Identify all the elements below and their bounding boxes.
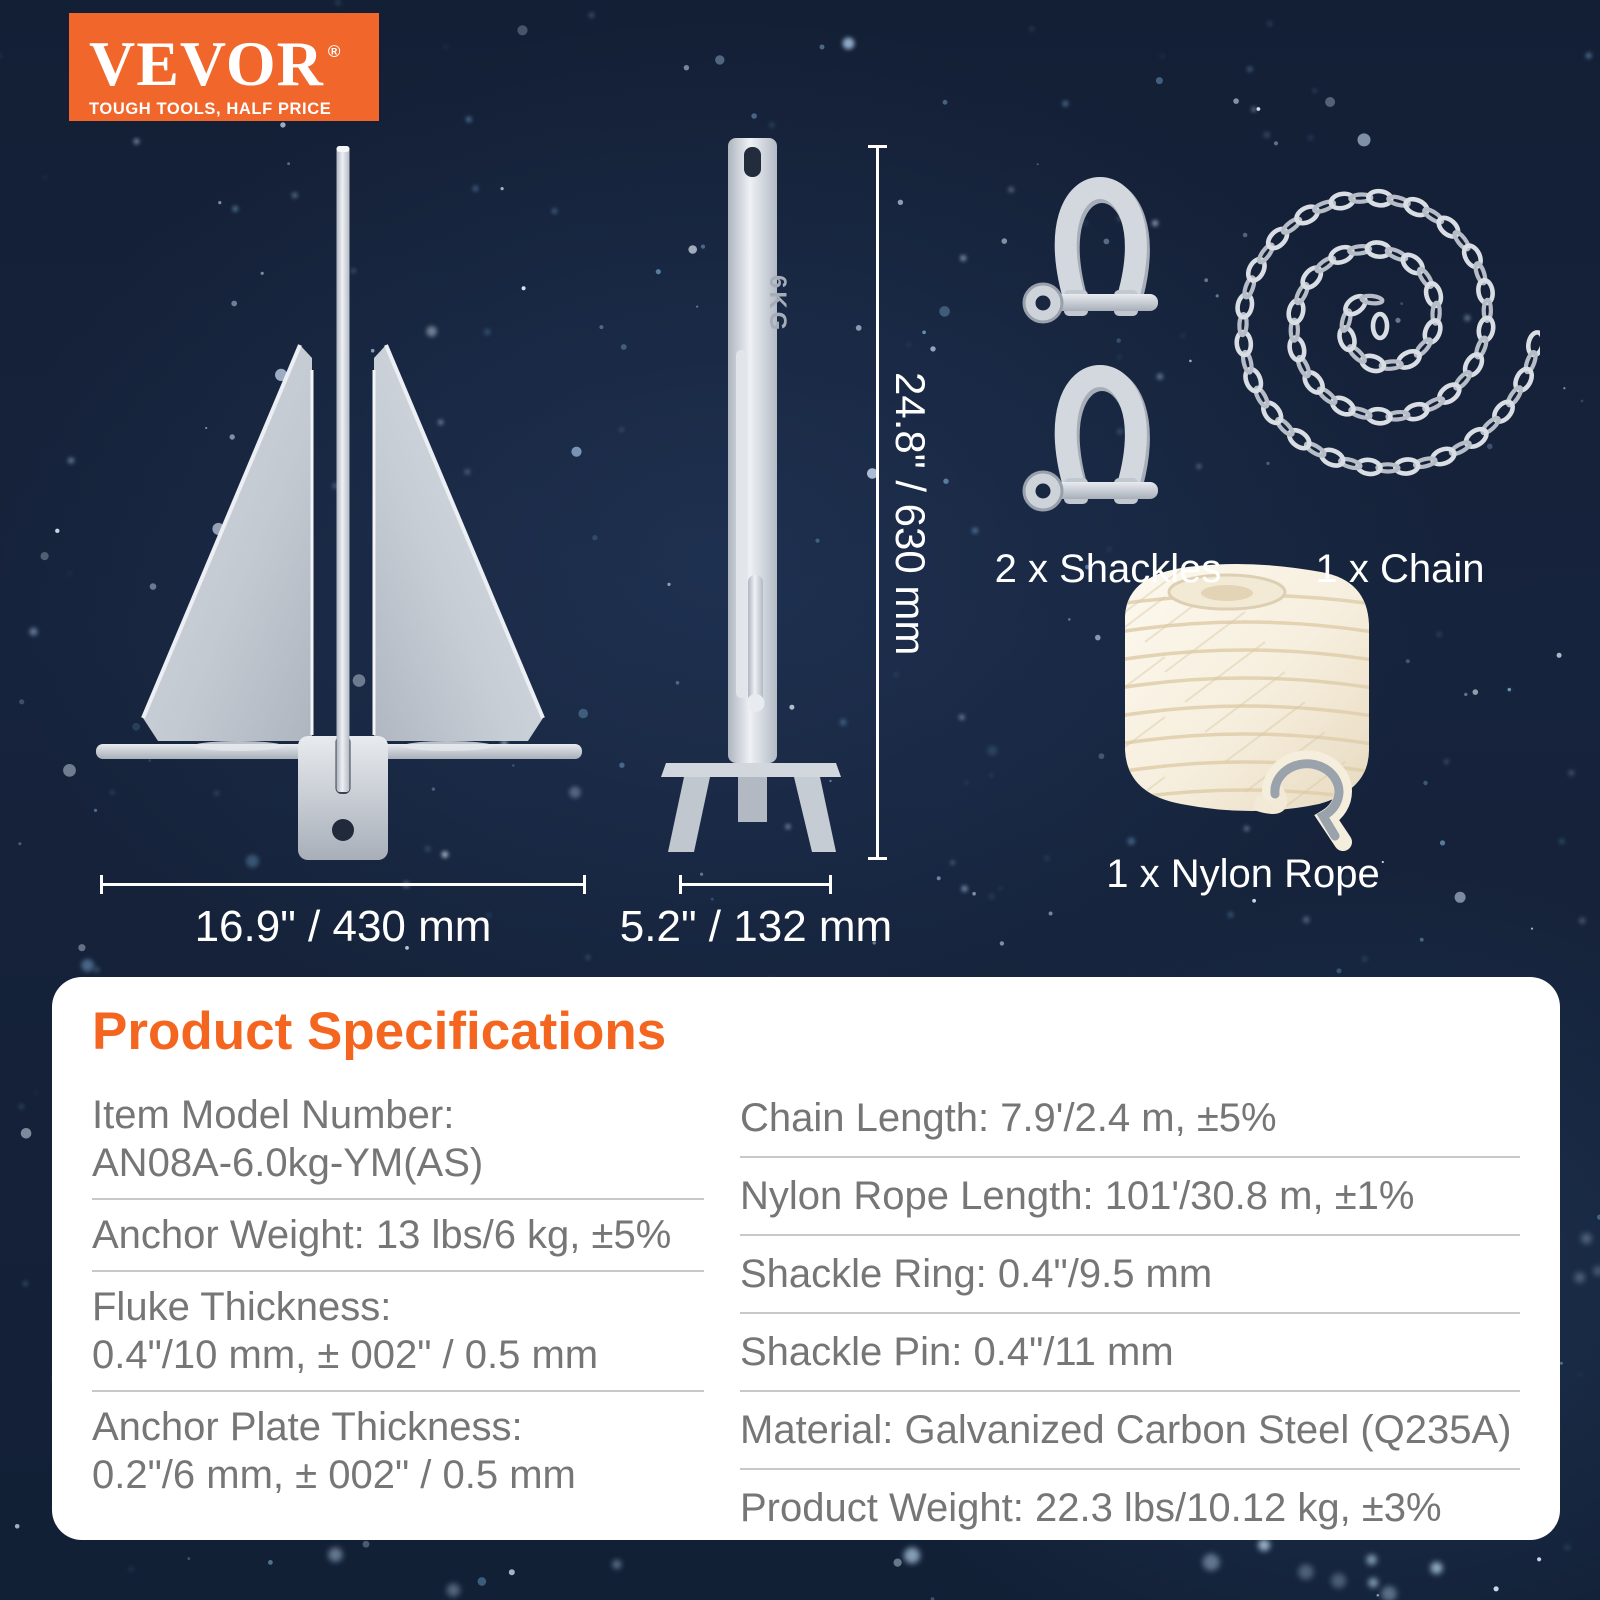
shackle-top [1024,188,1158,322]
base-width-dimension-line [679,883,832,886]
anchor-base-plate [661,763,841,777]
brand-name: VEVOR ® [89,28,342,99]
spec-anchor-plate-thickness: Anchor Plate Thickness: 0.2"/6 mm, ± 002" / 0.5 mm [92,1405,576,1497]
base-width-dimension-label: 5.2" / 132 mm [619,902,893,951]
height-dimension-line [876,145,879,860]
spec-material: Material: Galvanized Carbon Steel (Q235A) [740,1408,1512,1452]
anchor-side-view-image [648,135,848,860]
spec-column-left [92,1080,704,1546]
spec-nylon-rope-length: Nylon Rope Length: 101'/30.8 m, ±1% [740,1174,1415,1218]
panel-title: Product Specifications [92,1002,667,1061]
spec-fluke-thickness: Fluke Thickness: 0.4"/10 mm, ± 002" / 0.5 mm [92,1285,599,1377]
spec-anchor-weight: Anchor Weight: 13 lbs/6 kg, ±5% [92,1213,672,1257]
anchor-right-fluke [374,345,543,741]
anchor-front-view-image [88,140,588,865]
width-dimension-label: 16.9" / 430 mm [194,902,492,951]
spec-column-right [740,1080,1520,1546]
brand-logo [69,13,379,121]
shackle-bottom [1024,376,1158,510]
spec-chain-length: Chain Length: 7.9'/2.4 m, ±5% [740,1096,1277,1140]
spec-item-model: Item Model Number: AN08A-6.0kg-YM(AS) [92,1093,484,1185]
spec-shackle-pin: Shackle Pin: 0.4"/11 mm [740,1330,1174,1374]
nylon-rope-image [1105,552,1395,852]
width-dimension-line [100,883,586,886]
anchor-shackle-slot-hole [744,147,761,177]
anchor-left-fluke [143,345,312,741]
spec-shackle-ring: Shackle Ring: 0.4"/9.5 mm [740,1252,1213,1296]
product-specifications-panel [52,977,1560,1540]
anchor-bracket-hole [332,819,354,841]
shank-weight-stamp: 6KG [764,275,791,334]
height-dimension-label: 24.8" / 630 mm [887,372,934,656]
shackles-count-label: 2 x Shackles [994,547,1222,591]
spec-product-weight: Product Weight: 22.3 lbs/10.12 kg, ±3% [740,1486,1442,1530]
rope-count-label: 1 x Nylon Rope [1106,852,1380,896]
anchor-shank [337,146,350,792]
chain-spiral-image [1228,158,1540,480]
chain-count-label: 1 x Chain [1315,547,1485,591]
brand-tagline: TOUGH TOOLS, HALF PRICE [89,100,332,118]
shackles-image [1022,170,1182,530]
registered-trademark-icon: ® [327,42,342,61]
